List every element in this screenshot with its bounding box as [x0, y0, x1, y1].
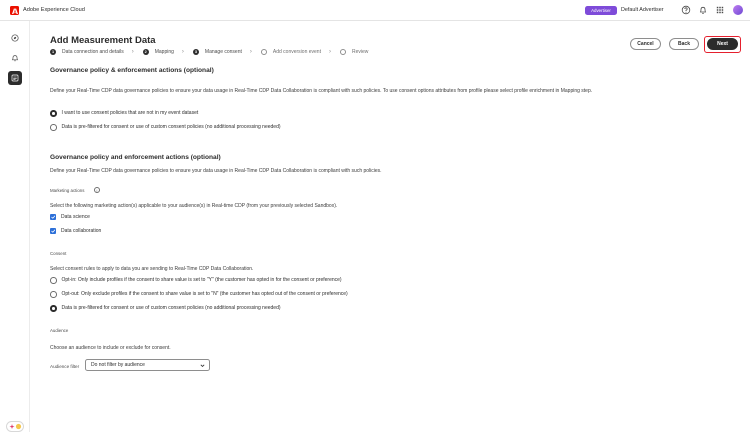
checkbox-label: Data science	[61, 214, 90, 220]
section-governance-actions-description: Define your Real-Time CDP data governance policies to ensure your data usage in Real-Time CDP Data Collaboration is compliant with such policies.	[50, 168, 382, 174]
chevron-right-icon: ›	[328, 49, 331, 55]
radio-label: Data is pre-filtered for consent or use of custom consent policies (no additional processing needed)	[61, 124, 281, 131]
next-button-highlight	[704, 36, 741, 53]
step-label: Add conversion event	[272, 49, 321, 55]
step-label: Data connection and details	[62, 49, 124, 55]
radio-label: I want to use consent policies that are not in my event dataset	[61, 110, 199, 117]
radio-button[interactable]	[50, 291, 57, 298]
wizard-steps	[50, 47, 368, 57]
audience-label: Audience	[50, 328, 69, 333]
section-governance-description: Define your Real-Time CDP data governance policies to ensure your data usage in Real-Time CDP Data Collaboration is compliant with such policies. To use consent options attributes from profile please select profile enrichment in Mapping step.	[50, 88, 593, 94]
notification-bell-icon[interactable]	[698, 5, 708, 15]
checkbox[interactable]	[50, 228, 56, 234]
step-number: 3	[194, 50, 197, 54]
marketing-actions-help: Select the following marketing action(s) applicable to your audience(s) in Real-time CDP (from your previously selected Sandbox).	[50, 203, 338, 209]
radio-use-consent-policies[interactable]	[50, 110, 198, 117]
audience-filter-select[interactable]	[85, 359, 210, 371]
consent-help: Select consent rules to apply to data you are sending to Real-Time CDP Data Collaboration.	[50, 266, 254, 272]
checkbox-label: Data collaboration	[61, 228, 102, 234]
account-name[interactable]: Default Advertiser	[621, 7, 664, 13]
chevron-right-icon: ›	[181, 49, 184, 55]
radio-label: Opt-in: Only include profiles if the consent to share value is set to "Y" (the customer has opted in for the consent or preference)	[61, 277, 342, 284]
app-title[interactable]: Adobe Experience Cloud	[23, 7, 85, 13]
radio-opt-in[interactable]	[50, 277, 342, 284]
top-bar	[0, 0, 750, 21]
step-number: 1	[51, 50, 55, 54]
radio-label: Opt-out: Only exclude profiles if the consent to share value is set to "N" (the customer has opted out of the consent or preference)	[61, 291, 348, 298]
chevron-right-icon: ›	[249, 49, 252, 55]
radio-consent-pre-filtered[interactable]	[50, 305, 281, 312]
step-data-connection[interactable]	[50, 49, 143, 55]
step-pending-icon	[261, 49, 267, 55]
cancel-button[interactable]: Cancel	[630, 38, 661, 50]
checkbox-data-collaboration[interactable]	[50, 228, 101, 234]
radio-button[interactable]	[50, 110, 57, 117]
radio-button[interactable]	[50, 277, 57, 284]
bell-icon[interactable]	[8, 51, 22, 65]
step-pending-icon	[340, 49, 346, 55]
navigation-icon[interactable]	[8, 31, 22, 45]
radio-button[interactable]	[50, 305, 57, 312]
step-mapping[interactable]	[143, 49, 193, 55]
role-badge: Advertiser	[585, 6, 617, 15]
audience-filter-value: Do not filter by audience	[91, 362, 145, 368]
step-label: Manage consent	[204, 49, 242, 55]
checkbox-data-science[interactable]	[50, 214, 90, 220]
section-governance-actions-title: Governance policy and enforcement actions (optional)	[50, 154, 221, 161]
adobe-logo-icon[interactable]	[10, 6, 19, 15]
radio-opt-out[interactable]	[50, 291, 348, 298]
app-grid-icon[interactable]	[715, 5, 725, 15]
data-collaboration-icon[interactable]	[8, 71, 22, 85]
chevron-right-icon: ›	[131, 49, 134, 55]
step-manage-consent[interactable]	[193, 49, 261, 55]
step-label: Review	[351, 49, 369, 55]
radio-pre-filtered[interactable]	[50, 124, 281, 131]
back-button[interactable]: Back	[669, 38, 699, 50]
radio-button[interactable]	[50, 124, 57, 131]
consent-label: Consent	[50, 251, 67, 256]
step-add-conversion-event[interactable]	[261, 49, 340, 55]
step-label: Mapping	[154, 49, 174, 55]
page-title: Add Measurement Data	[50, 35, 156, 46]
radio-label: Data is pre-filtered for consent or use of custom consent policies (no additional processing needed)	[61, 305, 281, 312]
next-button[interactable]: Next	[707, 38, 738, 50]
main-content	[30, 21, 750, 432]
section-governance-optional-title: Governance policy & enforcement actions (optional)	[50, 67, 214, 74]
info-icon[interactable]: i	[94, 187, 100, 193]
chevron-down-icon[interactable]	[199, 362, 206, 369]
help-icon[interactable]	[681, 5, 691, 15]
user-avatar[interactable]	[733, 5, 743, 15]
audience-help: Choose an audience to include or exclude for consent.	[50, 345, 171, 351]
step-number: 2	[144, 50, 147, 54]
step-review[interactable]	[340, 49, 368, 55]
audience-filter-label: Audience filter	[50, 364, 80, 369]
left-rail	[0, 21, 30, 432]
marketing-actions-label: Marketing actions	[50, 188, 85, 193]
checkbox[interactable]	[50, 214, 56, 220]
ai-assistant-button[interactable]	[6, 421, 24, 432]
